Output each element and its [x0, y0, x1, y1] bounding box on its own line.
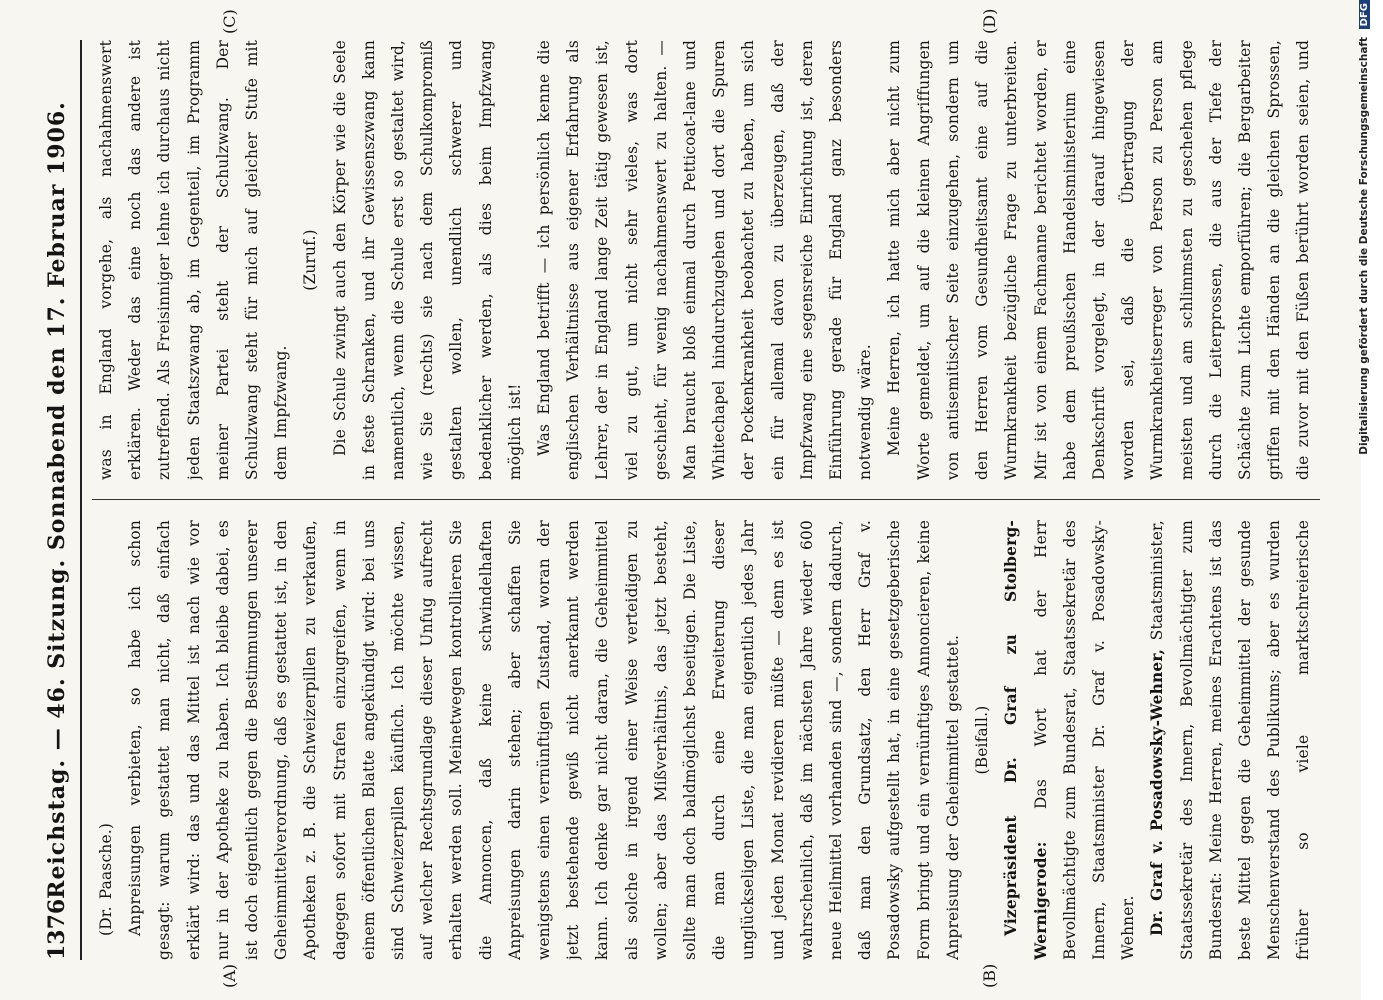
rotated-page — [20, 0, 1340, 1000]
paragraph-text: Was England betrifft — ich persönlich kenne die englischen Verhältnisse aus eigener Erfahrung als Lehrer, der in England lange Zeit tätig gewesen ist, viel zu gut, um nicht sehr vieles, was dort geschieht, für wenig nachahmenswert zu halten. — Man braucht bloß einmal durch Petticoat-lane und Whitechapel hindurchzugehen und dort die Spuren der Pockenkrankheit beobachtet zu haben, um sich ein für allemal davon zu überzeugen, daß der Impfzwang eine segensreiche Einrichtung ist, deren Einführung gerade für England ganz besonders notwendig wäre. — [535, 40, 875, 480]
margin-marker-b: (B) — [980, 963, 999, 988]
column-divider — [92, 499, 1320, 500]
funding-note — [1358, 0, 1380, 1000]
paragraph — [997, 520, 1143, 960]
paragraph — [92, 40, 296, 480]
funding-note-text: Digitalisierung gefördert durch die Deutsche Forschungsgemeinschaft — [1358, 37, 1370, 455]
paragraph-text: (Dr. Paasche.) — [97, 822, 115, 936]
margin-marker-d: (D) — [980, 8, 999, 34]
speaker-name: Dr. Graf v. Posadowsky-Wehner, — [1148, 648, 1167, 936]
paragraph-text: (Beifall.) — [973, 705, 992, 775]
speaker-name: Vizepräsident Dr. Graf zu Stolberg-Wernigerode: — [1002, 520, 1050, 960]
paragraph-text: Anpreisungen verbieten, so habe ich schon gesagt: warum gestattet man nicht, daß einfach erklärt wird: das und das Mittel ist nach wie vor nur in der Apotheke zu haben. Ich bleibe dabei, es ist doch eigentlich gegen die Bestimmungen unserer Geheimmittelverordnung, daß es gestattet ist, in den Apotheken z. B. die Schweizerpillen zu verkaufen, dagegen sofort mit Strafen einzugreifen, wenn in einem öffentlichen Blatte angekündigt wird: bei uns sind Schweizerpillen käuflich. Ich möchte wissen, auf welcher Rechtsgrundlage dieser Unfug aufrecht erhalten werden soll. Meinetwegen kontrollieren Sie die Annoncen, daß keine schwindelhaften Anpreisungen darin stehen; aber schaffen Sie wenigstens einen vernünftigen Zustand, woran der jetzt bestehende gewiß nicht anerkannt werden kann. Ich denke gar nicht daran, die Geheimmittel als solche in irgend einer Weise verteidigen zu wollen; aber das Mißverhältnis, das jetzt besteht, sollte man doch baldmöglichst beseitigen. Die Liste, die man durch eine Erweiterung dieser unglückseligen Liste, die man eigentlich jedes Jahr und jeden Monat revidieren müßte — denn es ist wahrscheinlich, daß im nächsten Jahre wieder 600 neue Heilmittel vorhanden sind —, sondern dadurch, daß man den Grundsatz, den Herr Graf v. Posadowsky aufgestellt hat, in eine gesetzgeberische Form bringt und ein vernünftiges Annoncieren, keine Anpreisung der Geheimmittel gestattet. — [126, 520, 962, 960]
paragraph — [326, 40, 530, 480]
paragraph — [92, 520, 121, 960]
paragraph-text: Meine Herren, ich hatte mich aber nicht zum Worte gemeldet, um auf die kleinen Angriffungen von antisemitischer Seite einzugehen, sondern um den Herren vom Gesundheitsamt eine auf die Wurmkrankheit bezügliche Frage zu unterbreiten. Mir ist von einem Fachmanne berichtet worden, er habe dem preußischen Handelsministerium eine Denkschrift vorgelegt, in der darauf hingewiesen worden sei, daß die Übertragung der Wurmkrankheitserreger von Person zu Person am meisten und am schlimmsten zu geschehen pflege durch die Leiterprossen, die aus der Tiefe der Schächte zum Lichte emporführen; die Bergarbeiter griffen mit den Händen an die gleichen Sprossen, die zuvor mit den Füßen berührt worden seien, und — [885, 40, 1313, 480]
paragraph-text: (Zuruf.) — [301, 229, 320, 291]
paragraph — [296, 40, 325, 480]
paragraph-text: Das Wort hat der Herr Bevollmächtigte zum Bundesrat, Staatssekretär des Innern, Staatsminister Dr. Graf v. Posadowsky-Wehner. — [1031, 520, 1138, 960]
paragraph — [880, 40, 1320, 480]
paragraph — [968, 520, 997, 960]
paragraph-text: Staatsminister, Staatssekretär des Innern, Bevollmächtigter zum Bundesrat: Meine Herren, meines Erachtens ist das beste Mittel gegen die Geheimmittel der gesunde Menschenverstand des Publikums; aber es wurden früher so viele marktschreierische — [1148, 520, 1313, 960]
page-number: 1376 — [44, 898, 70, 960]
left-text-column — [92, 520, 1320, 960]
margin-marker-a: (A) — [220, 963, 239, 988]
paragraph-text: Die Schule zwingt auch den Körper wie die Seele in feste Schranken, und ihr Gewissenszwang kann namentlich, wenn die Schule erst so gestaltet wird, wie Sie (rechts) sie nach dem Schulkompromiß gestalten wollen, unendlich schwerer und bedenklicher werden, als dies beim Impfzwang möglich ist! — [330, 40, 524, 480]
right-text-column — [92, 40, 1320, 480]
margin-marker-c: (C) — [220, 9, 239, 34]
paragraph — [530, 40, 880, 480]
page-title: Reichstag. — 46. Sitzung. Sonnabend den 17. Februar 1906. — [44, 101, 70, 899]
dfg-logo: DFG — [1359, 0, 1370, 29]
paragraph — [121, 520, 968, 960]
page-header — [40, 40, 82, 960]
paragraph — [1143, 520, 1320, 960]
paragraph-text: was in England vorgehe, als nachahmenswert erklären. Weder das eine noch das andere ist zutreffend. Als Freisinniger lehne ich durchaus nicht jeden Staatszwang ab, im Gegenteil, im Programm meiner Partei steht der Schulzwang. Der Schulzwang steht für mich auf gleicher Stufe mit dem Impfzwang. — [97, 40, 291, 480]
